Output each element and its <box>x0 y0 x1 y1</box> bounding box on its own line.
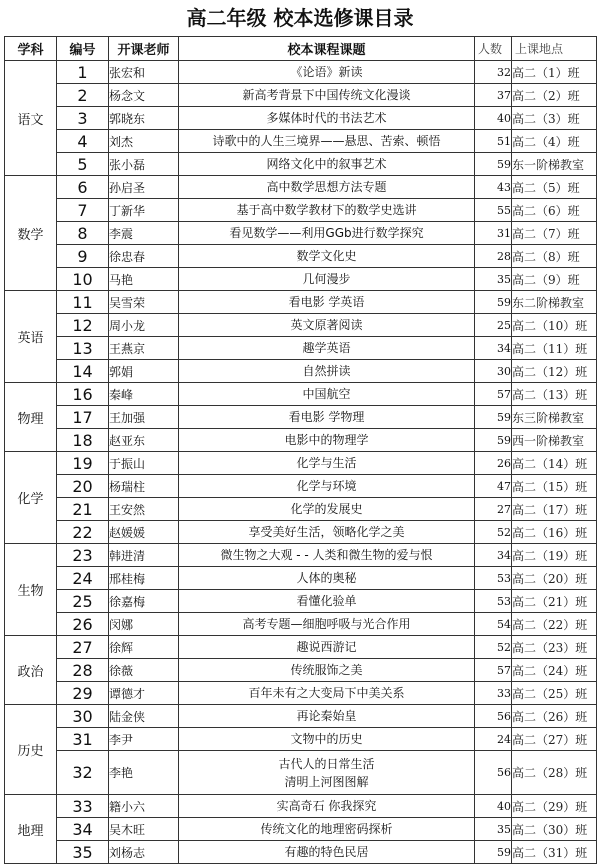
student-count: 35 <box>475 818 512 841</box>
course-title-line: 看见数学——利用GGb进行数学探究 <box>229 226 424 240</box>
course-title-line: 再论秦始皇 <box>296 709 357 723</box>
course-title <box>179 268 475 291</box>
student-count: 30 <box>475 360 512 383</box>
table-row <box>5 567 597 590</box>
course-number: 20 <box>57 475 109 498</box>
course-title-line: 化学与生活 <box>296 456 357 470</box>
teacher-name: 张小磊 <box>109 153 179 176</box>
student-count: 59 <box>475 153 512 176</box>
course-number: 31 <box>57 728 109 751</box>
class-location: 高二（22）班 <box>512 613 597 636</box>
teacher-name: 李艳 <box>109 751 179 795</box>
subject-cell: 生物 <box>5 544 57 636</box>
teacher-name: 邢桂梅 <box>109 567 179 590</box>
table-row <box>5 61 597 84</box>
course-title-line: 高考专题—细胞呼吸与光合作用 <box>242 617 411 631</box>
course-number: 4 <box>57 130 109 153</box>
header-number: 编号 <box>57 37 109 61</box>
course-title-line: 电影中的物理学 <box>284 433 369 447</box>
table-row <box>5 130 597 153</box>
course-title-line: 新高考背景下中国传统文化漫谈 <box>242 88 411 102</box>
table-row <box>5 291 597 314</box>
course-title <box>179 682 475 705</box>
student-count: 59 <box>475 406 512 429</box>
class-location: 高二（9）班 <box>512 268 597 291</box>
course-title <box>179 659 475 682</box>
teacher-name: 徐嘉梅 <box>109 590 179 613</box>
table-row <box>5 245 597 268</box>
course-number: 16 <box>57 383 109 406</box>
course-number: 12 <box>57 314 109 337</box>
course-number: 34 <box>57 818 109 841</box>
course-title-line: 看电影 学物理 <box>288 410 365 424</box>
course-number: 3 <box>57 107 109 130</box>
course-number: 21 <box>57 498 109 521</box>
course-title <box>179 199 475 222</box>
teacher-name: 韩进清 <box>109 544 179 567</box>
class-location: 高二（1）班 <box>512 61 597 84</box>
course-number: 11 <box>57 291 109 314</box>
table-row <box>5 199 597 222</box>
course-title-line: 《论语》新读 <box>290 65 363 79</box>
course-number: 8 <box>57 222 109 245</box>
course-title-line: 几何漫步 <box>302 272 351 286</box>
header-location: 上课地点 <box>512 37 597 61</box>
course-number: 24 <box>57 567 109 590</box>
student-count: 55 <box>475 199 512 222</box>
course-title <box>179 613 475 636</box>
table-row <box>5 751 597 795</box>
class-location: 高二（28）班 <box>512 751 597 795</box>
table-row <box>5 728 597 751</box>
class-location: 高二（25）班 <box>512 682 597 705</box>
teacher-name: 秦峰 <box>109 383 179 406</box>
course-title-line: 英文原著阅读 <box>290 318 363 332</box>
course-title-line: 看懂化验单 <box>296 594 357 608</box>
student-count: 37 <box>475 84 512 107</box>
teacher-name: 王燕京 <box>109 337 179 360</box>
student-count: 51 <box>475 130 512 153</box>
course-title-line: 看电影 学英语 <box>288 295 365 309</box>
course-number: 33 <box>57 795 109 818</box>
class-location: 高二（3）班 <box>512 107 597 130</box>
teacher-name: 赵亚东 <box>109 429 179 452</box>
table-row <box>5 176 597 199</box>
course-title <box>179 841 475 864</box>
class-location: 高二（20）班 <box>512 567 597 590</box>
course-title <box>179 590 475 613</box>
course-number: 28 <box>57 659 109 682</box>
course-title <box>179 360 475 383</box>
table-row <box>5 222 597 245</box>
class-location: 高二（27）班 <box>512 728 597 751</box>
course-title <box>179 406 475 429</box>
class-location: 高二（4）班 <box>512 130 597 153</box>
student-count: 56 <box>475 705 512 728</box>
subject-cell: 地理 <box>5 795 57 864</box>
course-title <box>179 383 475 406</box>
student-count: 57 <box>475 659 512 682</box>
class-location: 东二阶梯教室 <box>512 291 597 314</box>
student-count: 52 <box>475 521 512 544</box>
course-title-line: 实高奇石 你我探究 <box>276 799 377 813</box>
course-number: 29 <box>57 682 109 705</box>
student-count: 40 <box>475 107 512 130</box>
header-course: 校本课程课题 <box>179 37 475 61</box>
teacher-name: 李震 <box>109 222 179 245</box>
course-number: 7 <box>57 199 109 222</box>
student-count: 59 <box>475 841 512 864</box>
course-title-line: 享受美好生活，领略化学之美 <box>248 525 405 539</box>
teacher-name: 于振山 <box>109 452 179 475</box>
course-title <box>179 452 475 475</box>
course-title <box>179 705 475 728</box>
class-location: 西一阶梯教室 <box>512 429 597 452</box>
teacher-name: 刘杨志 <box>109 841 179 864</box>
course-title-line: 中国航空 <box>302 387 351 401</box>
course-title-line: 文物中的历史 <box>290 732 363 746</box>
class-location: 高二（17）班 <box>512 498 597 521</box>
course-number: 9 <box>57 245 109 268</box>
teacher-name: 郭晓东 <box>109 107 179 130</box>
course-title-line: 基于高中数学教材下的数学史选讲 <box>236 203 417 217</box>
table-row <box>5 337 597 360</box>
course-title-line: 化学的发展史 <box>290 502 363 516</box>
course-title-line: 诗歌中的人生三境界——悬思、苦索、顿悟 <box>212 134 441 148</box>
course-title-line: 自然拼读 <box>302 364 351 378</box>
class-location: 东一阶梯教室 <box>512 153 597 176</box>
student-count: 57 <box>475 383 512 406</box>
table-row <box>5 84 597 107</box>
table-row <box>5 795 597 818</box>
course-number: 13 <box>57 337 109 360</box>
course-title <box>179 291 475 314</box>
course-number: 27 <box>57 636 109 659</box>
student-count: 40 <box>475 795 512 818</box>
class-location: 高二（10）班 <box>512 314 597 337</box>
teacher-name: 吴木旺 <box>109 818 179 841</box>
class-location: 高二（31）班 <box>512 841 597 864</box>
teacher-name: 郭娟 <box>109 360 179 383</box>
table-row <box>5 107 597 130</box>
teacher-name: 马艳 <box>109 268 179 291</box>
course-number: 17 <box>57 406 109 429</box>
course-title <box>179 498 475 521</box>
class-location: 高二（29）班 <box>512 795 597 818</box>
course-number: 14 <box>57 360 109 383</box>
teacher-name: 徐辉 <box>109 636 179 659</box>
header-count: 人数 <box>475 37 512 61</box>
course-title-line: 百年未有之大变局下中美关系 <box>248 686 405 700</box>
course-number: 26 <box>57 613 109 636</box>
table-row <box>5 153 597 176</box>
class-location: 高二（11）班 <box>512 337 597 360</box>
course-title <box>179 751 475 795</box>
student-count: 26 <box>475 452 512 475</box>
class-location: 高二（6）班 <box>512 199 597 222</box>
course-number: 30 <box>57 705 109 728</box>
table-row <box>5 475 597 498</box>
table-row <box>5 705 597 728</box>
course-table <box>4 36 597 864</box>
course-title-line: 古代人的日常生活 <box>278 756 375 771</box>
course-title-line: 传统服饰之美 <box>290 663 363 677</box>
table-header-row <box>5 37 597 61</box>
teacher-name: 杨念文 <box>109 84 179 107</box>
class-location: 高二（5）班 <box>512 176 597 199</box>
course-number: 23 <box>57 544 109 567</box>
teacher-name: 吴雪荣 <box>109 291 179 314</box>
course-title <box>179 176 475 199</box>
class-location: 高二（21）班 <box>512 590 597 613</box>
course-title <box>179 429 475 452</box>
table-row <box>5 452 597 475</box>
class-location: 高二（14）班 <box>512 452 597 475</box>
course-number: 32 <box>57 751 109 795</box>
student-count: 32 <box>475 61 512 84</box>
student-count: 47 <box>475 475 512 498</box>
teacher-name: 徐薇 <box>109 659 179 682</box>
class-location: 高二（7）班 <box>512 222 597 245</box>
student-count: 28 <box>475 245 512 268</box>
table-row <box>5 818 597 841</box>
class-location: 高二（12）班 <box>512 360 597 383</box>
course-title <box>179 521 475 544</box>
course-title-line: 数学文化史 <box>296 249 357 263</box>
course-title-line: 多媒体时代的书法艺术 <box>266 111 387 125</box>
class-location: 高二（23）班 <box>512 636 597 659</box>
course-title <box>179 107 475 130</box>
student-count: 56 <box>475 751 512 795</box>
teacher-name: 徐忠春 <box>109 245 179 268</box>
class-location: 东三阶梯教室 <box>512 406 597 429</box>
student-count: 54 <box>475 613 512 636</box>
student-count: 34 <box>475 337 512 360</box>
course-title <box>179 61 475 84</box>
table-row <box>5 590 597 613</box>
student-count: 27 <box>475 498 512 521</box>
teacher-name: 闵娜 <box>109 613 179 636</box>
course-number: 2 <box>57 84 109 107</box>
course-number: 25 <box>57 590 109 613</box>
course-title <box>179 567 475 590</box>
class-location: 高二（26）班 <box>512 705 597 728</box>
course-title-line: 网络文化中的叙事艺术 <box>266 157 387 171</box>
student-count: 53 <box>475 567 512 590</box>
course-title <box>179 130 475 153</box>
course-title <box>179 795 475 818</box>
subject-cell: 语文 <box>5 61 57 176</box>
subject-cell: 物理 <box>5 383 57 452</box>
page-title: 高二年级 校本选修课目录 <box>186 6 414 30</box>
class-location: 高二（13）班 <box>512 383 597 406</box>
course-title <box>179 153 475 176</box>
course-title <box>179 636 475 659</box>
student-count: 53 <box>475 590 512 613</box>
teacher-name: 丁新华 <box>109 199 179 222</box>
header-teacher: 开课老师 <box>109 37 179 61</box>
course-title-line: 化学与环境 <box>296 479 357 493</box>
course-title <box>179 222 475 245</box>
teacher-name: 孙启圣 <box>109 176 179 199</box>
header-subject: 学科 <box>5 37 57 61</box>
course-title <box>179 337 475 360</box>
course-title <box>179 84 475 107</box>
course-title <box>179 818 475 841</box>
course-number: 18 <box>57 429 109 452</box>
table-row <box>5 841 597 864</box>
subject-cell: 英语 <box>5 291 57 383</box>
table-row <box>5 268 597 291</box>
course-title-line: 人体的奥秘 <box>296 571 357 585</box>
student-count: 35 <box>475 268 512 291</box>
student-count: 52 <box>475 636 512 659</box>
table-row <box>5 406 597 429</box>
course-number: 5 <box>57 153 109 176</box>
course-number: 19 <box>57 452 109 475</box>
student-count: 34 <box>475 544 512 567</box>
teacher-name: 刘杰 <box>109 130 179 153</box>
class-location: 高二（19）班 <box>512 544 597 567</box>
course-title-line: 传统文化的地理密码探析 <box>260 822 393 836</box>
class-location: 高二（15）班 <box>512 475 597 498</box>
class-location: 高二（16）班 <box>512 521 597 544</box>
table-row <box>5 682 597 705</box>
table-row <box>5 314 597 337</box>
subject-cell: 化学 <box>5 452 57 544</box>
table-body <box>5 61 597 864</box>
table-row <box>5 521 597 544</box>
course-title-line: 清明上河图图解 <box>284 774 369 789</box>
teacher-name: 杨瑞柱 <box>109 475 179 498</box>
teacher-name: 籍小六 <box>109 795 179 818</box>
table-row <box>5 429 597 452</box>
subject-cell: 历史 <box>5 705 57 795</box>
table-row <box>5 498 597 521</box>
course-title <box>179 245 475 268</box>
course-title-line: 微生物之大观 - - 人类和微生物的爱与恨 <box>220 548 433 562</box>
teacher-name: 李尹 <box>109 728 179 751</box>
course-number: 35 <box>57 841 109 864</box>
course-title <box>179 475 475 498</box>
class-location: 高二（30）班 <box>512 818 597 841</box>
class-location: 高二（2）班 <box>512 84 597 107</box>
course-title <box>179 314 475 337</box>
course-title <box>179 544 475 567</box>
teacher-name: 赵媛媛 <box>109 521 179 544</box>
subject-cell: 政治 <box>5 636 57 705</box>
teacher-name: 王加强 <box>109 406 179 429</box>
table-row <box>5 544 597 567</box>
student-count: 43 <box>475 176 512 199</box>
course-title-line: 高中数学思想方法专题 <box>266 180 387 194</box>
table-row <box>5 636 597 659</box>
student-count: 59 <box>475 429 512 452</box>
course-title-line: 趣学英语 <box>302 341 351 355</box>
course-title-line: 有趣的特色民居 <box>284 845 369 859</box>
table-row <box>5 613 597 636</box>
course-number: 10 <box>57 268 109 291</box>
course-title <box>179 728 475 751</box>
student-count: 31 <box>475 222 512 245</box>
teacher-name: 王安然 <box>109 498 179 521</box>
table-row <box>5 360 597 383</box>
table-row <box>5 659 597 682</box>
student-count: 25 <box>475 314 512 337</box>
teacher-name: 谭德才 <box>109 682 179 705</box>
teacher-name: 张宏和 <box>109 61 179 84</box>
student-count: 59 <box>475 291 512 314</box>
student-count: 33 <box>475 682 512 705</box>
course-number: 22 <box>57 521 109 544</box>
class-location: 高二（24）班 <box>512 659 597 682</box>
course-number: 6 <box>57 176 109 199</box>
teacher-name: 周小龙 <box>109 314 179 337</box>
teacher-name: 陆金侠 <box>109 705 179 728</box>
class-location: 高二（8）班 <box>512 245 597 268</box>
table-row <box>5 383 597 406</box>
subject-cell: 数学 <box>5 176 57 291</box>
course-number: 1 <box>57 61 109 84</box>
student-count: 24 <box>475 728 512 751</box>
course-title-line: 趣说西游记 <box>296 640 357 654</box>
